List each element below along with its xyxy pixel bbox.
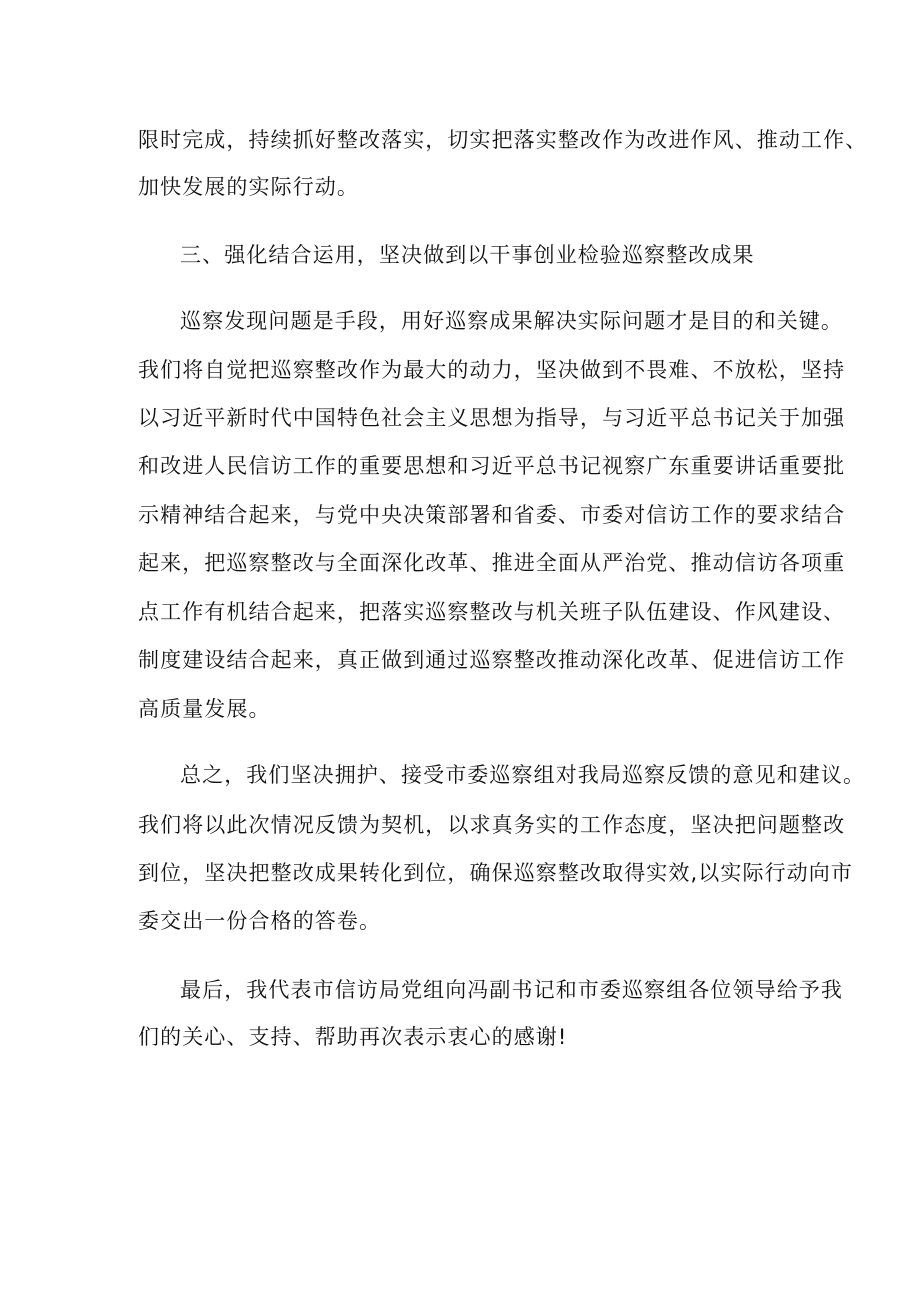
paragraph-line: 制度建设结合起来，真正做到通过巡察整改推动深化改革、促进信访工作 bbox=[138, 648, 846, 672]
paragraph-line: 到位，坚决把整改成果转化到位，确保巡察整改取得实效,以实际行动向市 bbox=[138, 861, 853, 885]
paragraph-line: 加快发展的实际行动。 bbox=[138, 175, 359, 199]
paragraph-line: 高质量发展。 bbox=[138, 697, 271, 721]
paragraph-line: 和改进人民信访工作的重要思想和习近平总书记视察广东重要讲话重要批 bbox=[138, 454, 846, 478]
paragraph-line: 委交出一份合格的答卷。 bbox=[138, 909, 382, 933]
paragraph-line: 起来，把巡察整改与全面深化改革、推进全面从严治党、推动信访各项重 bbox=[138, 551, 846, 575]
paragraph-line: 们的关心、支持、帮助再次表示衷心的感谢! bbox=[138, 1025, 568, 1049]
section-heading: 三、强化结合运用，坚决做到以干事创业检验巡察整改成果 bbox=[180, 243, 755, 267]
paragraph-line: 巡察发现问题是手段，用好巡察成果解决实际问题才是目的和关键。 bbox=[180, 309, 843, 333]
paragraph-line: 以习近平新时代中国特色社会主义思想为指导，与习近平总书记关于加强 bbox=[138, 406, 846, 430]
paragraph-line: 点工作有机结合起来，把落实巡察整改与机关班子队伍建设、作风建设、 bbox=[138, 600, 846, 624]
paragraph-line: 总之，我们坚决拥护、接受市委巡察组对我局巡察反馈的意见和建议。 bbox=[180, 763, 866, 787]
paragraph-line: 限时完成，持续抓好整改落实，切实把落实整改作为改进作风、推动工作、 bbox=[138, 128, 868, 152]
paragraph-line: 我们将以此次情况反馈为契机，以求真务实的工作态度，坚决把问题整改 bbox=[138, 813, 846, 837]
paragraph-line: 示精神结合起来，与党中央决策部署和省委、市委对信访工作的要求结合 bbox=[138, 503, 846, 527]
paragraph-line: 最后，我代表市信访局党组向冯副书记和市委巡察组各位领导给予我 bbox=[180, 978, 843, 1002]
paragraph-line: 我们将自觉把巡察整改作为最大的动力，坚决做到不畏难、不放松，坚持 bbox=[138, 358, 846, 382]
